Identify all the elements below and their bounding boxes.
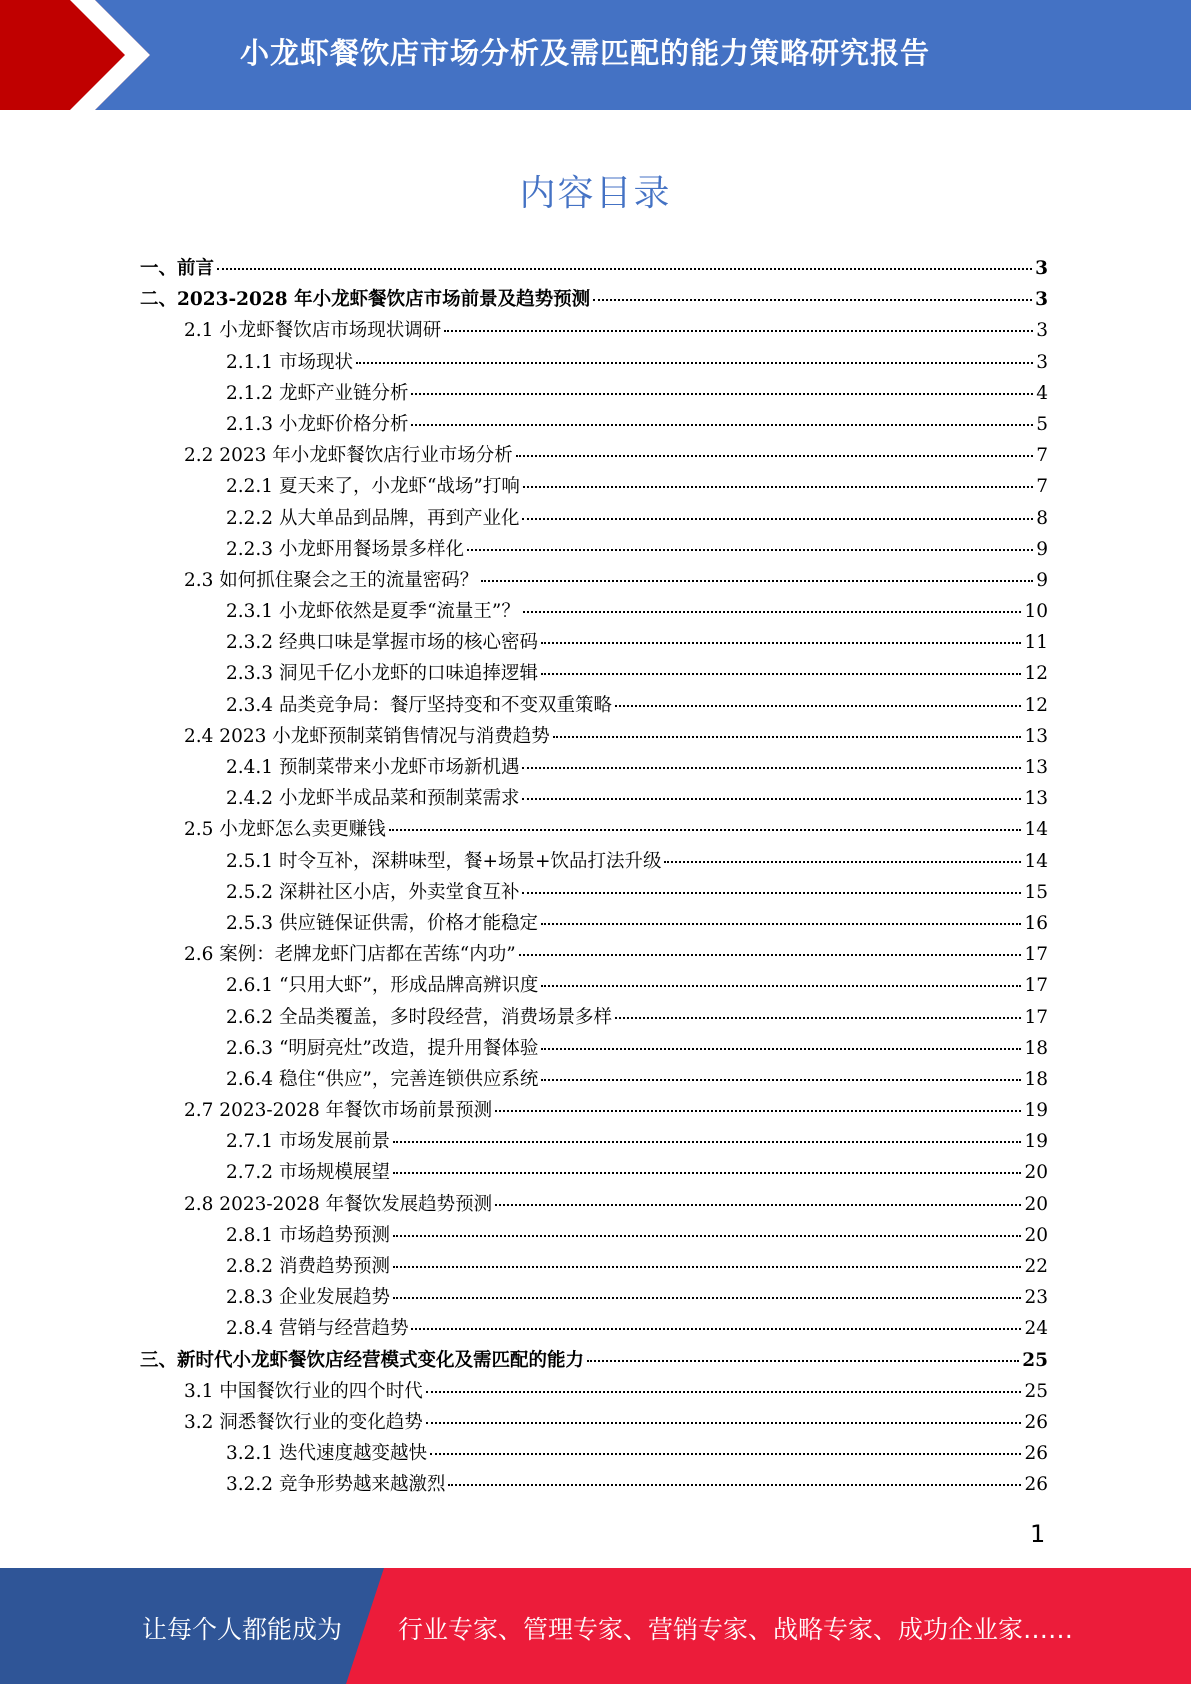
toc-entry[interactable] <box>140 410 1048 441</box>
toc-entry[interactable] <box>140 1158 1048 1189</box>
toc-entry-page: 3 <box>1035 289 1048 311</box>
toc-entry[interactable] <box>140 1314 1048 1345</box>
toc-dot-leader <box>541 642 1021 644</box>
toc-entry-title: 2.5.1 时令互补，深耕味型，餐+场景+饮品打法升级 <box>226 850 662 872</box>
toc-entry-title: 2.7.2 市场规模展望 <box>226 1162 390 1184</box>
toc-dot-leader <box>615 705 1021 707</box>
toc-dot-leader <box>467 549 1033 551</box>
toc-dot-leader <box>523 611 1022 613</box>
toc-dot-leader <box>541 673 1021 675</box>
footer-roles: 行业专家、管理专家、营销专家、战略专家、成功企业家…… <box>398 1615 1074 1644</box>
toc-entry-page: 3 <box>1036 351 1048 373</box>
toc-entry[interactable] <box>140 348 1048 379</box>
toc-entry-page: 17 <box>1024 1006 1048 1028</box>
toc-entry-title: 2.6.3 “明厨亮灶”改造，提升用餐体验 <box>226 1037 539 1059</box>
toc-entry[interactable] <box>140 535 1048 566</box>
toc-dot-leader <box>553 736 1022 738</box>
toc-entry[interactable] <box>140 847 1048 878</box>
toc-entry-page: 16 <box>1024 912 1048 934</box>
toc-entry-title: 二、2023-2028 年小龙虾餐饮店市场前景及趋势预测 <box>140 289 591 311</box>
toc-entry[interactable] <box>140 597 1048 628</box>
toc-entry-title: 2.3.4 品类竞争局：餐厅坚持变和不变双重策略 <box>226 694 612 716</box>
toc-entry[interactable] <box>140 441 1048 472</box>
toc-entry-page: 26 <box>1024 1411 1048 1433</box>
toc-entry[interactable] <box>140 1346 1048 1377</box>
toc-entry-title: 2.4 2023 小龙虾预制菜销售情况与消费趋势 <box>184 725 550 747</box>
toc-entry-page: 7 <box>1036 445 1048 467</box>
toc-entry-title: 2.4.2 小龙虾半成品菜和预制菜需求 <box>226 788 520 810</box>
toc-entry-title: 2.1.3 小龙虾价格分析 <box>226 413 409 435</box>
toc-entry[interactable] <box>140 1190 1048 1221</box>
toc-entry-page: 14 <box>1024 850 1048 872</box>
toc-entry[interactable] <box>140 472 1048 503</box>
toc-entry[interactable] <box>140 1470 1048 1501</box>
toc-entry[interactable] <box>140 784 1048 815</box>
toc-entry-page: 3 <box>1035 258 1048 279</box>
toc-entry-page: 23 <box>1024 1287 1048 1309</box>
toc-dot-leader <box>519 954 1022 956</box>
toc-entry-title: 2.8.2 消费趋势预测 <box>226 1256 390 1277</box>
toc-entry-page: 12 <box>1024 663 1048 685</box>
toc-entry[interactable] <box>140 940 1048 971</box>
toc-entry[interactable] <box>140 1252 1048 1283</box>
toc-dot-leader <box>495 1110 1021 1112</box>
toc-entry-page: 20 <box>1024 1224 1048 1246</box>
toc-entry-page: 13 <box>1024 725 1048 747</box>
toc-dot-leader <box>495 1204 1021 1206</box>
toc-entry-page: 12 <box>1024 694 1048 716</box>
toc-entry[interactable] <box>140 659 1048 690</box>
toc-dot-leader <box>522 767 1021 769</box>
toc-entry[interactable] <box>140 1034 1048 1065</box>
toc-entry-title: 2.6 案例：老牌龙虾门店都在苦练“内功” <box>184 944 516 966</box>
toc-entry[interactable] <box>140 691 1048 722</box>
toc-entry-page: 19 <box>1024 1100 1048 1122</box>
toc-entry-title: 2.2 2023 年小龙虾餐饮店行业市场分析 <box>184 445 513 467</box>
toc-entry-title: 2.5.2 深耕社区小店，外卖堂食互补 <box>226 881 520 903</box>
toc-dot-leader <box>587 1360 1019 1362</box>
toc-entry-page: 18 <box>1024 1037 1048 1059</box>
toc-entry-title: 三、新时代小龙虾餐饮店经营模式变化及需匹配的能力 <box>140 1349 585 1371</box>
toc-entry[interactable] <box>140 379 1048 410</box>
toc-entry-page: 22 <box>1024 1256 1048 1277</box>
toc-dot-leader <box>411 393 1033 395</box>
toc-entry-title: 2.8.4 营销与经营趋势 <box>226 1318 409 1340</box>
toc-entry-title: 2.8.1 市场趋势预测 <box>226 1224 390 1246</box>
toc-dot-leader <box>664 861 1021 863</box>
toc-entry-title: 2.6.1 “只用大虾”，形成品牌高辨识度 <box>226 975 539 997</box>
toc-entry[interactable] <box>140 1127 1048 1158</box>
footer-slogan: 让每个人都能成为 <box>142 1615 343 1644</box>
toc-entry-page: 15 <box>1024 881 1048 903</box>
toc-entry[interactable] <box>140 1283 1048 1314</box>
toc-dot-leader <box>426 1391 1022 1393</box>
toc-entry-page: 14 <box>1024 819 1048 841</box>
toc-entry-page: 5 <box>1036 413 1048 435</box>
toc-entry[interactable] <box>140 722 1048 753</box>
toc-dot-leader <box>430 1453 1021 1455</box>
toc-dot-leader <box>541 923 1021 925</box>
toc-entry-page: 9 <box>1036 569 1048 591</box>
toc-entry[interactable] <box>140 628 1048 659</box>
toc-dot-leader <box>448 1484 1021 1486</box>
toc-dot-leader <box>393 1297 1021 1299</box>
toc-entry-title: 3.2.1 迭代速度越变越快 <box>226 1443 427 1465</box>
toc-dot-leader <box>393 1141 1021 1143</box>
toc-dot-leader <box>444 330 1033 332</box>
footer-banner <box>0 1568 1191 1684</box>
toc-dot-leader <box>481 580 1033 582</box>
toc-entry[interactable] <box>140 909 1048 940</box>
toc-entry[interactable] <box>140 815 1048 846</box>
toc-dot-leader <box>516 455 1033 457</box>
toc-dot-leader <box>541 1048 1021 1050</box>
toc-dot-leader <box>393 1266 1021 1268</box>
toc-entry-page: 17 <box>1024 944 1048 966</box>
toc-dot-leader <box>393 1235 1021 1237</box>
toc-entry-page: 18 <box>1024 1068 1048 1090</box>
toc-entry[interactable] <box>140 504 1048 535</box>
toc-entry-title: 2.8 2023-2028 年餐饮发展趋势预测 <box>184 1193 493 1215</box>
toc-entry-title: 2.2.1 夏天来了，小龙虾“战场”打响 <box>226 476 520 498</box>
toc-entry-title: 2.3.3 洞见千亿小龙虾的口味追捧逻辑 <box>226 663 538 685</box>
toc-entry-title: 2.8.3 企业发展趋势 <box>226 1287 390 1309</box>
toc-entry-page: 10 <box>1024 601 1048 623</box>
toc-entry-title: 3.1 中国餐饮行业的四个时代 <box>184 1380 423 1402</box>
toc-dot-leader <box>522 892 1021 894</box>
toc-entry-title: 2.5 小龙虾怎么卖更赚钱 <box>184 819 386 841</box>
toc-entry[interactable] <box>140 1003 1048 1034</box>
toc-entry-title: 3.2.2 竞争形势越来越激烈 <box>226 1474 446 1496</box>
toc-entry-title: 3.2 洞悉餐饮行业的变化趋势 <box>184 1411 423 1433</box>
toc-dot-leader <box>411 1328 1021 1330</box>
toc-entry-page: 11 <box>1024 632 1048 654</box>
toc-entry[interactable] <box>140 1065 1048 1096</box>
toc-entry-page: 17 <box>1024 975 1048 997</box>
toc-entry[interactable] <box>140 1439 1048 1470</box>
toc-entry[interactable] <box>140 1221 1048 1252</box>
toc-entry-title: 2.7 2023-2028 年餐饮市场前景预测 <box>184 1100 493 1122</box>
toc-dot-leader <box>523 486 1033 488</box>
toc-dot-leader <box>426 1422 1022 1424</box>
toc-entry[interactable] <box>140 254 1048 285</box>
toc-entry-page: 4 <box>1036 382 1048 404</box>
toc-dot-leader <box>217 268 1032 270</box>
toc-entry-page: 3 <box>1036 320 1048 342</box>
toc-entry-page: 26 <box>1024 1443 1048 1465</box>
toc-entry-page: 25 <box>1024 1380 1048 1402</box>
toc-dot-leader <box>411 424 1033 426</box>
toc-entry[interactable] <box>140 316 1048 347</box>
toc-entry-page: 13 <box>1024 757 1048 778</box>
toc-dot-leader <box>393 1172 1021 1174</box>
toc-entry-title: 2.1 小龙虾餐饮店市场现状调研 <box>184 320 442 342</box>
toc-entry[interactable] <box>140 1408 1048 1439</box>
toc-entry-title: 2.5.3 供应链保证供需，价格才能稳定 <box>226 912 538 934</box>
toc-entry-title: 2.1.2 龙虾产业链分析 <box>226 382 409 404</box>
toc-entry-title: 2.7.1 市场发展前景 <box>226 1131 390 1153</box>
header-banner <box>0 0 1191 110</box>
page-number: 1 <box>1030 1520 1046 1548</box>
toc-dot-leader <box>389 829 1022 831</box>
toc-entry-page: 19 <box>1024 1131 1048 1153</box>
toc-entry[interactable] <box>140 1377 1048 1408</box>
toc-entry-page: 13 <box>1024 788 1048 810</box>
toc-dot-leader <box>356 362 1033 364</box>
toc-entry[interactable] <box>140 285 1048 316</box>
toc-entry[interactable] <box>140 566 1048 597</box>
toc-entry-page: 7 <box>1036 476 1048 498</box>
toc-heading: 内容目录 <box>519 173 672 214</box>
toc-entry-title: 2.1.1 市场现状 <box>226 351 353 373</box>
toc-entry-page: 8 <box>1036 507 1048 529</box>
toc-entry[interactable] <box>140 971 1048 1002</box>
toc-entry-title: 2.6.4 稳住“供应”，完善连锁供应系统 <box>226 1068 539 1090</box>
toc-entry[interactable] <box>140 753 1048 784</box>
toc-dot-leader <box>615 1017 1021 1019</box>
toc-entry[interactable] <box>140 1096 1048 1127</box>
toc-entry-title: 2.4.1 预制菜带来小龙虾市场新机遇 <box>226 757 520 778</box>
document-title: 小龙虾餐饮店市场分析及需匹配的能力策略研究报告 <box>240 36 931 70</box>
toc-entry-title: 2.2.3 小龙虾用餐场景多样化 <box>226 538 464 560</box>
toc-entry-title: 2.3.1 小龙虾依然是夏季“流量王”？ <box>226 601 520 623</box>
toc-entry-page: 20 <box>1024 1162 1048 1184</box>
toc-dot-leader <box>541 1079 1021 1081</box>
toc-entry-page: 9 <box>1036 538 1048 560</box>
toc-entry-title: 一、前言 <box>140 258 215 279</box>
toc-entry-page: 25 <box>1022 1349 1048 1371</box>
toc-dot-leader <box>522 518 1033 520</box>
toc-dot-leader <box>593 299 1032 301</box>
toc-entry[interactable] <box>140 878 1048 909</box>
toc-entry-page: 24 <box>1024 1318 1048 1340</box>
toc-entry-page: 26 <box>1024 1474 1048 1496</box>
toc-entry-title: 2.6.2 全品类覆盖，多时段经营，消费场景多样 <box>226 1006 612 1028</box>
toc-entry-title: 2.3 如何抓住聚会之王的流量密码？ <box>184 569 479 591</box>
toc-dot-leader <box>541 985 1021 987</box>
table-of-contents <box>140 254 1048 1502</box>
toc-dot-leader <box>522 798 1021 800</box>
toc-entry-page: 20 <box>1024 1193 1048 1215</box>
toc-entry-title: 2.3.2 经典口味是掌握市场的核心密码 <box>226 632 538 654</box>
toc-entry-title: 2.2.2 从大单品到品牌，再到产业化 <box>226 507 520 529</box>
